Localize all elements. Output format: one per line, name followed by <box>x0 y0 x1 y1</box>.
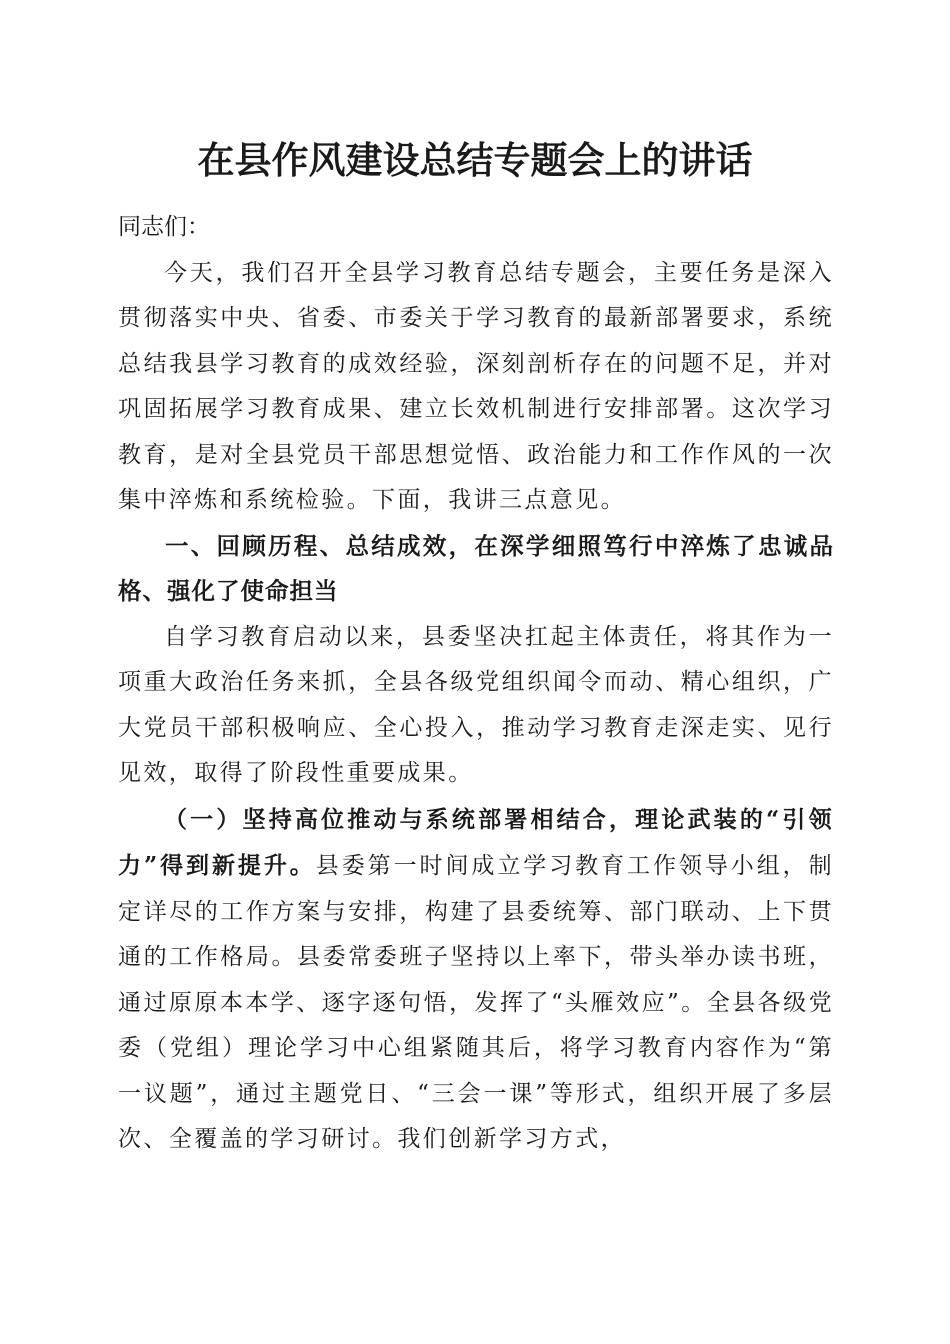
section-paragraph: 自学习教育启动以来，县委坚决扛起主体责任，将其作为一项重大政治任务来抓，全县各级党组织闻令而动、精心组织，广大党员干部积极响应、全心投入，推动学习教育走深走实、见行见效，取得了阶段性重要成果。 <box>118 623 834 786</box>
subsection-paragraph <box>118 797 834 1163</box>
section-heading: 一、回顾历程、总结成效，在深学细照笃行中淬炼了忠诚品格、强化了使命担当 <box>118 531 834 605</box>
subsection-body: 县委第一时间成立学习教育工作领导小组，制定详尽的工作方案与安排，构建了县委统筹、部门联动、上下贯通的工作格局。县委常委班子坚持以上率下，带头举办读书班，通过原原本本学、逐字逐句悟，发挥了“头雁效应”。全县各级党委（党组）理论学习中心组紧随其后，将学习教育内容作为“第一议题”，通过主题党日、“三会一课”等形式，组织开展了多层次、全覆盖的学习研讨。我们创新学习方式， <box>118 853 834 1152</box>
subsection-lead: （一）坚持高位推动与系统部署相结合，理论武装的“引领力”得到新提升。 <box>118 805 834 879</box>
document-title: 在县作风建设总结专题会上的讲话 <box>197 138 753 182</box>
intro-paragraph: 今天，我们召开全县学习教育总结专题会，主要任务是深入贯彻落实中央、省委、市委关于学习教育的最新部署要求，系统总结我县学习教育的成效经验，深刻剖析存在的问题不足，并对巩固拓展学习教育成果、建立长效机制进行安排部署。这次学习教育，是对全县党员干部思想觉悟、政治能力和工作作风的一次集中淬炼和系统检验。下面，我讲三点意见。 <box>118 259 834 513</box>
salutation: 同志们： <box>118 214 210 240</box>
document-body <box>118 205 834 1163</box>
